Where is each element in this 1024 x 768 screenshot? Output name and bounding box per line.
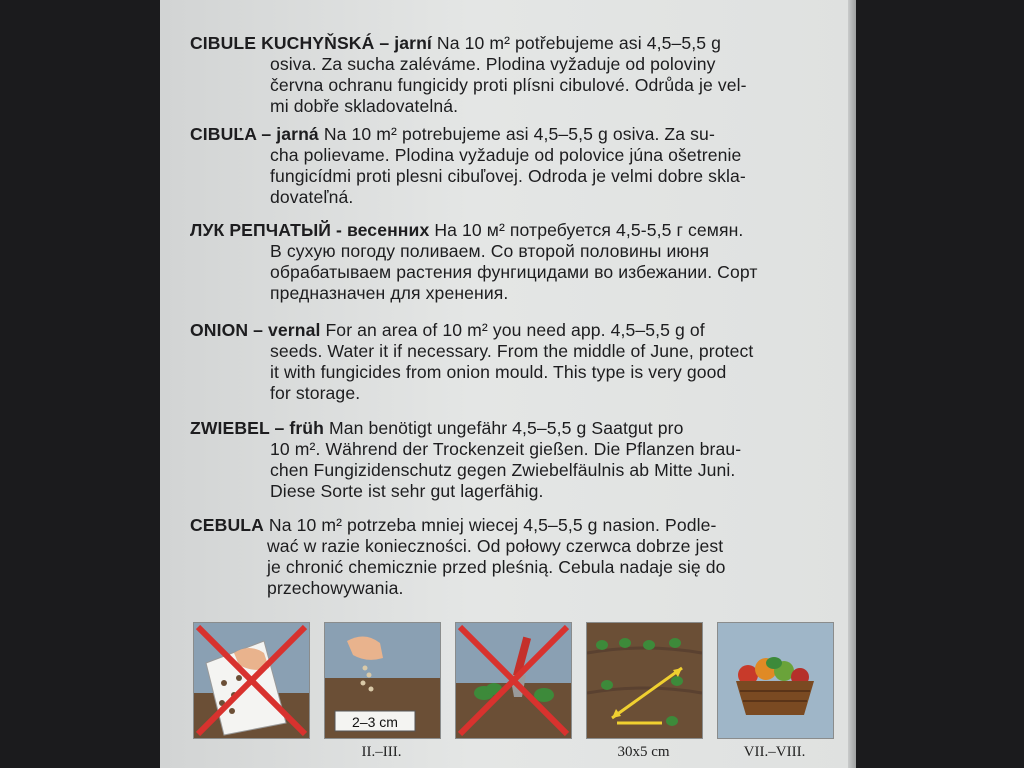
section-first-line <box>190 515 842 536</box>
section-line: it with fungicides from onion mould. This type is very good <box>270 362 727 382</box>
section-line: For an area of 10 m² you need app. 4,5–5,5 g of <box>320 320 705 340</box>
section-heading: ЛУК РЕПЧАТЫЙ - весенних <box>190 220 430 240</box>
section-line: dovateľná. <box>270 187 354 207</box>
section-line: fungicídmi proti plesni cibuľovej. Odroda je velmi dobre skla- <box>270 166 746 186</box>
plant-spacing-icon <box>586 622 703 739</box>
section-heading: CIBUĽA – jarná <box>190 124 319 144</box>
sowing-depth-label: 2–3 cm <box>352 714 398 730</box>
section-line: Man benötigt ungefähr 4,5–5,5 g Saatgut pro <box>324 418 684 438</box>
section-line: seeds. Water it if necessary. From the middle of June, protect <box>270 341 754 361</box>
section-heading: CIBULE KUCHYŇSKÁ – jarní <box>190 33 432 53</box>
no-transplanting-icon <box>455 622 572 739</box>
section-line: Na 10 m² potrzeba mniej wiecej 4,5–5,5 g nasion. Podle- <box>263 515 717 535</box>
no-indoor-sowing-icon <box>193 622 310 739</box>
section-line: osiva. Za sucha zaléváme. Plodina vyžaduje od poloviny <box>270 54 716 74</box>
section-russian <box>190 220 842 304</box>
section-line: Na 10 m² potřebujeme asi 4,5–5,5 g <box>431 33 721 53</box>
section-first-line <box>190 418 842 439</box>
section-line: Diese Sorte ist sehr gut lagerfähig. <box>270 481 544 501</box>
spacing-caption: 30x5 cm <box>617 744 670 760</box>
section-line: wać w razie konieczności. Od połowy czerwca dobrze jest <box>267 536 724 556</box>
section-line: chen Fungizidenschutz gegen Zwiebelfäulnis ab Mitte Juni. <box>270 460 736 480</box>
section-polish <box>190 515 842 599</box>
section-heading: ZWIEBEL – früh <box>190 418 325 438</box>
section-czech <box>190 33 842 117</box>
section-line: cha polievame. Plodina vyžaduje od polovice júna ošetrenie <box>270 145 742 165</box>
section-line: предназначен для хренения. <box>270 283 509 303</box>
packet-edge <box>848 0 856 768</box>
sowing-period-caption: II.–III. <box>361 744 402 760</box>
section-line: for storage. <box>270 383 361 403</box>
section-line: обрабатываем растения фунгицидами во избежании. Сорт <box>270 262 758 282</box>
section-line: Na 10 m² potrebujeme asi 4,5–5,5 g osiva. Za su- <box>318 124 715 144</box>
section-line: mi dobře skladovatelná. <box>270 96 459 116</box>
sowing-depth-icon <box>324 622 441 739</box>
section-line: je chronić chemicznie przed pleśnią. Cebula nadaje się do <box>267 557 726 577</box>
section-line: przechowywania. <box>267 578 404 598</box>
section-line: На 10 м² потребуется 4,5-5,5 г семян. <box>429 220 744 240</box>
section-english <box>190 320 842 404</box>
section-heading: ONION – vernal <box>190 320 321 340</box>
section-first-line <box>190 320 842 341</box>
harvest-period-caption: VII.–VIII. <box>743 744 806 760</box>
section-line: В сухую погоду поливаем. Со второй половины июня <box>270 241 710 261</box>
section-heading: CEBULA <box>190 515 264 535</box>
section-first-line <box>190 220 842 241</box>
section-first-line <box>190 124 842 145</box>
section-first-line <box>190 33 842 54</box>
section-german <box>190 418 842 502</box>
harvest-basket-icon <box>717 622 834 739</box>
section-slovak <box>190 124 842 208</box>
section-line: 10 m². Während der Trockenzeit gießen. Die Pflanzen brau- <box>270 439 742 459</box>
seed-packet-back <box>160 0 854 768</box>
pictogram-row <box>193 622 843 768</box>
section-line: června ochranu fungicidy proti plísni cibulové. Odrůda je vel- <box>270 75 747 95</box>
